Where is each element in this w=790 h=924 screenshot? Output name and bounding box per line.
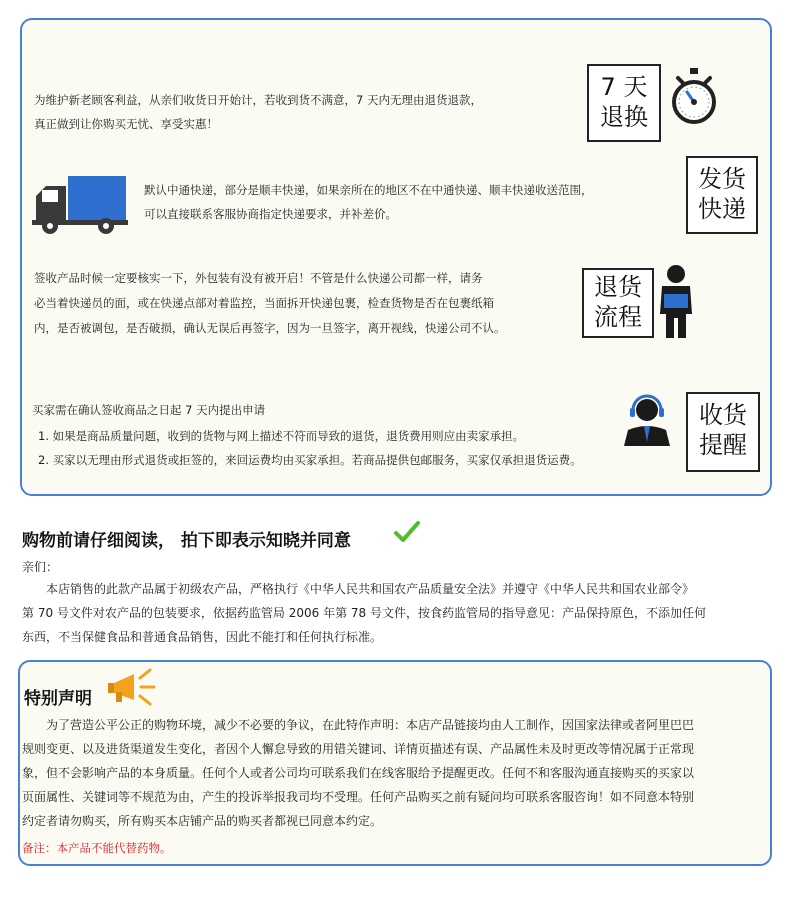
- label-line-1: 发货: [698, 165, 746, 193]
- notice-title: 购物前请仔细阅读， 拍下即表示知晓并同意: [22, 531, 351, 551]
- return-process-line-2: 必当着快递员的面，或在快递点部对着监控，当面拆开快递包裹，检查货物是否在包裹纸箱: [34, 296, 494, 310]
- statement-line-5: 约定者请勿购买，所有购买本店铺产品的购买者都视已同意本约定。: [22, 814, 383, 828]
- receipt-reminder-line-3: 2. 买家以无理由形式退货或拒签的，来回运费均由买家承担。若商品提供包邮服务，买家仅承担退货运费。: [38, 453, 582, 467]
- stopwatch-icon: [669, 64, 719, 134]
- shipping-label: [686, 156, 758, 234]
- seven-day-return-label: [587, 64, 661, 142]
- return-process-line-3: 内，是否被调包，是否破损，确认无误后再签字，因为一旦签字，离开视线，快递公司不认。: [34, 321, 506, 335]
- checkmark-icon: [394, 520, 420, 544]
- receipt-reminder-label: [686, 392, 760, 472]
- person-icon: [656, 264, 696, 340]
- receipt-reminder-line-2: 1. 如果是商品质量问题，收到的货物与网上描述不符而导致的退货，退货费用则应由卖家承担。: [38, 429, 525, 443]
- label-line-2: 退换: [600, 103, 648, 131]
- notice-greeting: 亲们：: [22, 560, 59, 574]
- shipping-line-1: 默认中通快递，部分是顺丰快递，如果亲所在的地区不在中通快递、顺丰快递收送范围，: [144, 183, 593, 197]
- label-line-1: 退货: [594, 273, 642, 301]
- return-process-line-1: 签收产品时候一定要核实一下，外包装有没有被开启！不管是什么快递公司都一样，请务: [34, 271, 483, 285]
- notice-line-3: 东西，不当保健食品和普通食品销售，因此不能打和任何执行标准。: [22, 630, 383, 644]
- statement-line-3: 象，但不会影响产品的本身质量。任何个人或者公司均可联系我们在线客服给予提醒更改。任何不和客服沟通直接购买的买家以: [22, 766, 695, 780]
- label-line-2: 提醒: [699, 431, 747, 459]
- return-policy-line-1: 为维护新老顾客利益，从亲们收货日开始计，若收到货不满意，7 天内无理由退货退款，: [34, 93, 482, 107]
- statement-line-1: 为了营造公平公正的购物环境，减少不必要的争议，在此特作声明：本店产品链接均由人工制作，因国家法律或者阿里巴巴: [46, 718, 695, 732]
- megaphone-icon: [106, 666, 160, 708]
- label-line-1: 7 天: [600, 73, 648, 101]
- return-process-label: [582, 268, 654, 338]
- label-line-1: 收货: [699, 401, 747, 429]
- statement-title: 特别声明: [24, 689, 92, 709]
- statement-note: 备注：本产品不能代替药物。: [22, 841, 172, 855]
- truck-icon: [32, 174, 128, 236]
- receipt-reminder-line-1: 买家需在确认签收商品之日起 7 天内提出申请: [32, 403, 266, 417]
- notice-line-1: 本店销售的此款产品属于初级农产品，严格执行《中华人民共和国农产品质量安全法》并遵守《中华人民共和国农业部令》: [46, 582, 695, 596]
- label-line-2: 流程: [594, 303, 642, 331]
- statement-line-4: 页面属性、关键词等不规范为由，产生的投诉举报我司均不受理。任何产品购买之前有疑问均可联系客服咨询！如不同意本特别: [22, 790, 695, 804]
- return-policy-line-2: 真正做到让你购买无忧、享受实惠！: [34, 117, 218, 131]
- service-info-panel: [20, 18, 772, 496]
- headset-agent-icon: [622, 392, 672, 446]
- notice-line-2: 第 70 号文件对农产品的包装要求，依据药监管局 2006 年第 78 号文件，按食药监管局的指导意见：产品保持原色，不添加任何: [22, 606, 706, 620]
- label-line-2: 快递: [698, 195, 746, 223]
- special-statement-panel: [18, 660, 772, 866]
- shipping-line-2: 可以直接联系客服协商指定快递要求，并补差价。: [144, 207, 397, 221]
- statement-line-2: 规则变更、以及进货渠道发生变化，者因个人懈怠导致的用错关键词、详情页描述有误、产品属性未及时更改等情况属于正常现: [22, 742, 695, 756]
